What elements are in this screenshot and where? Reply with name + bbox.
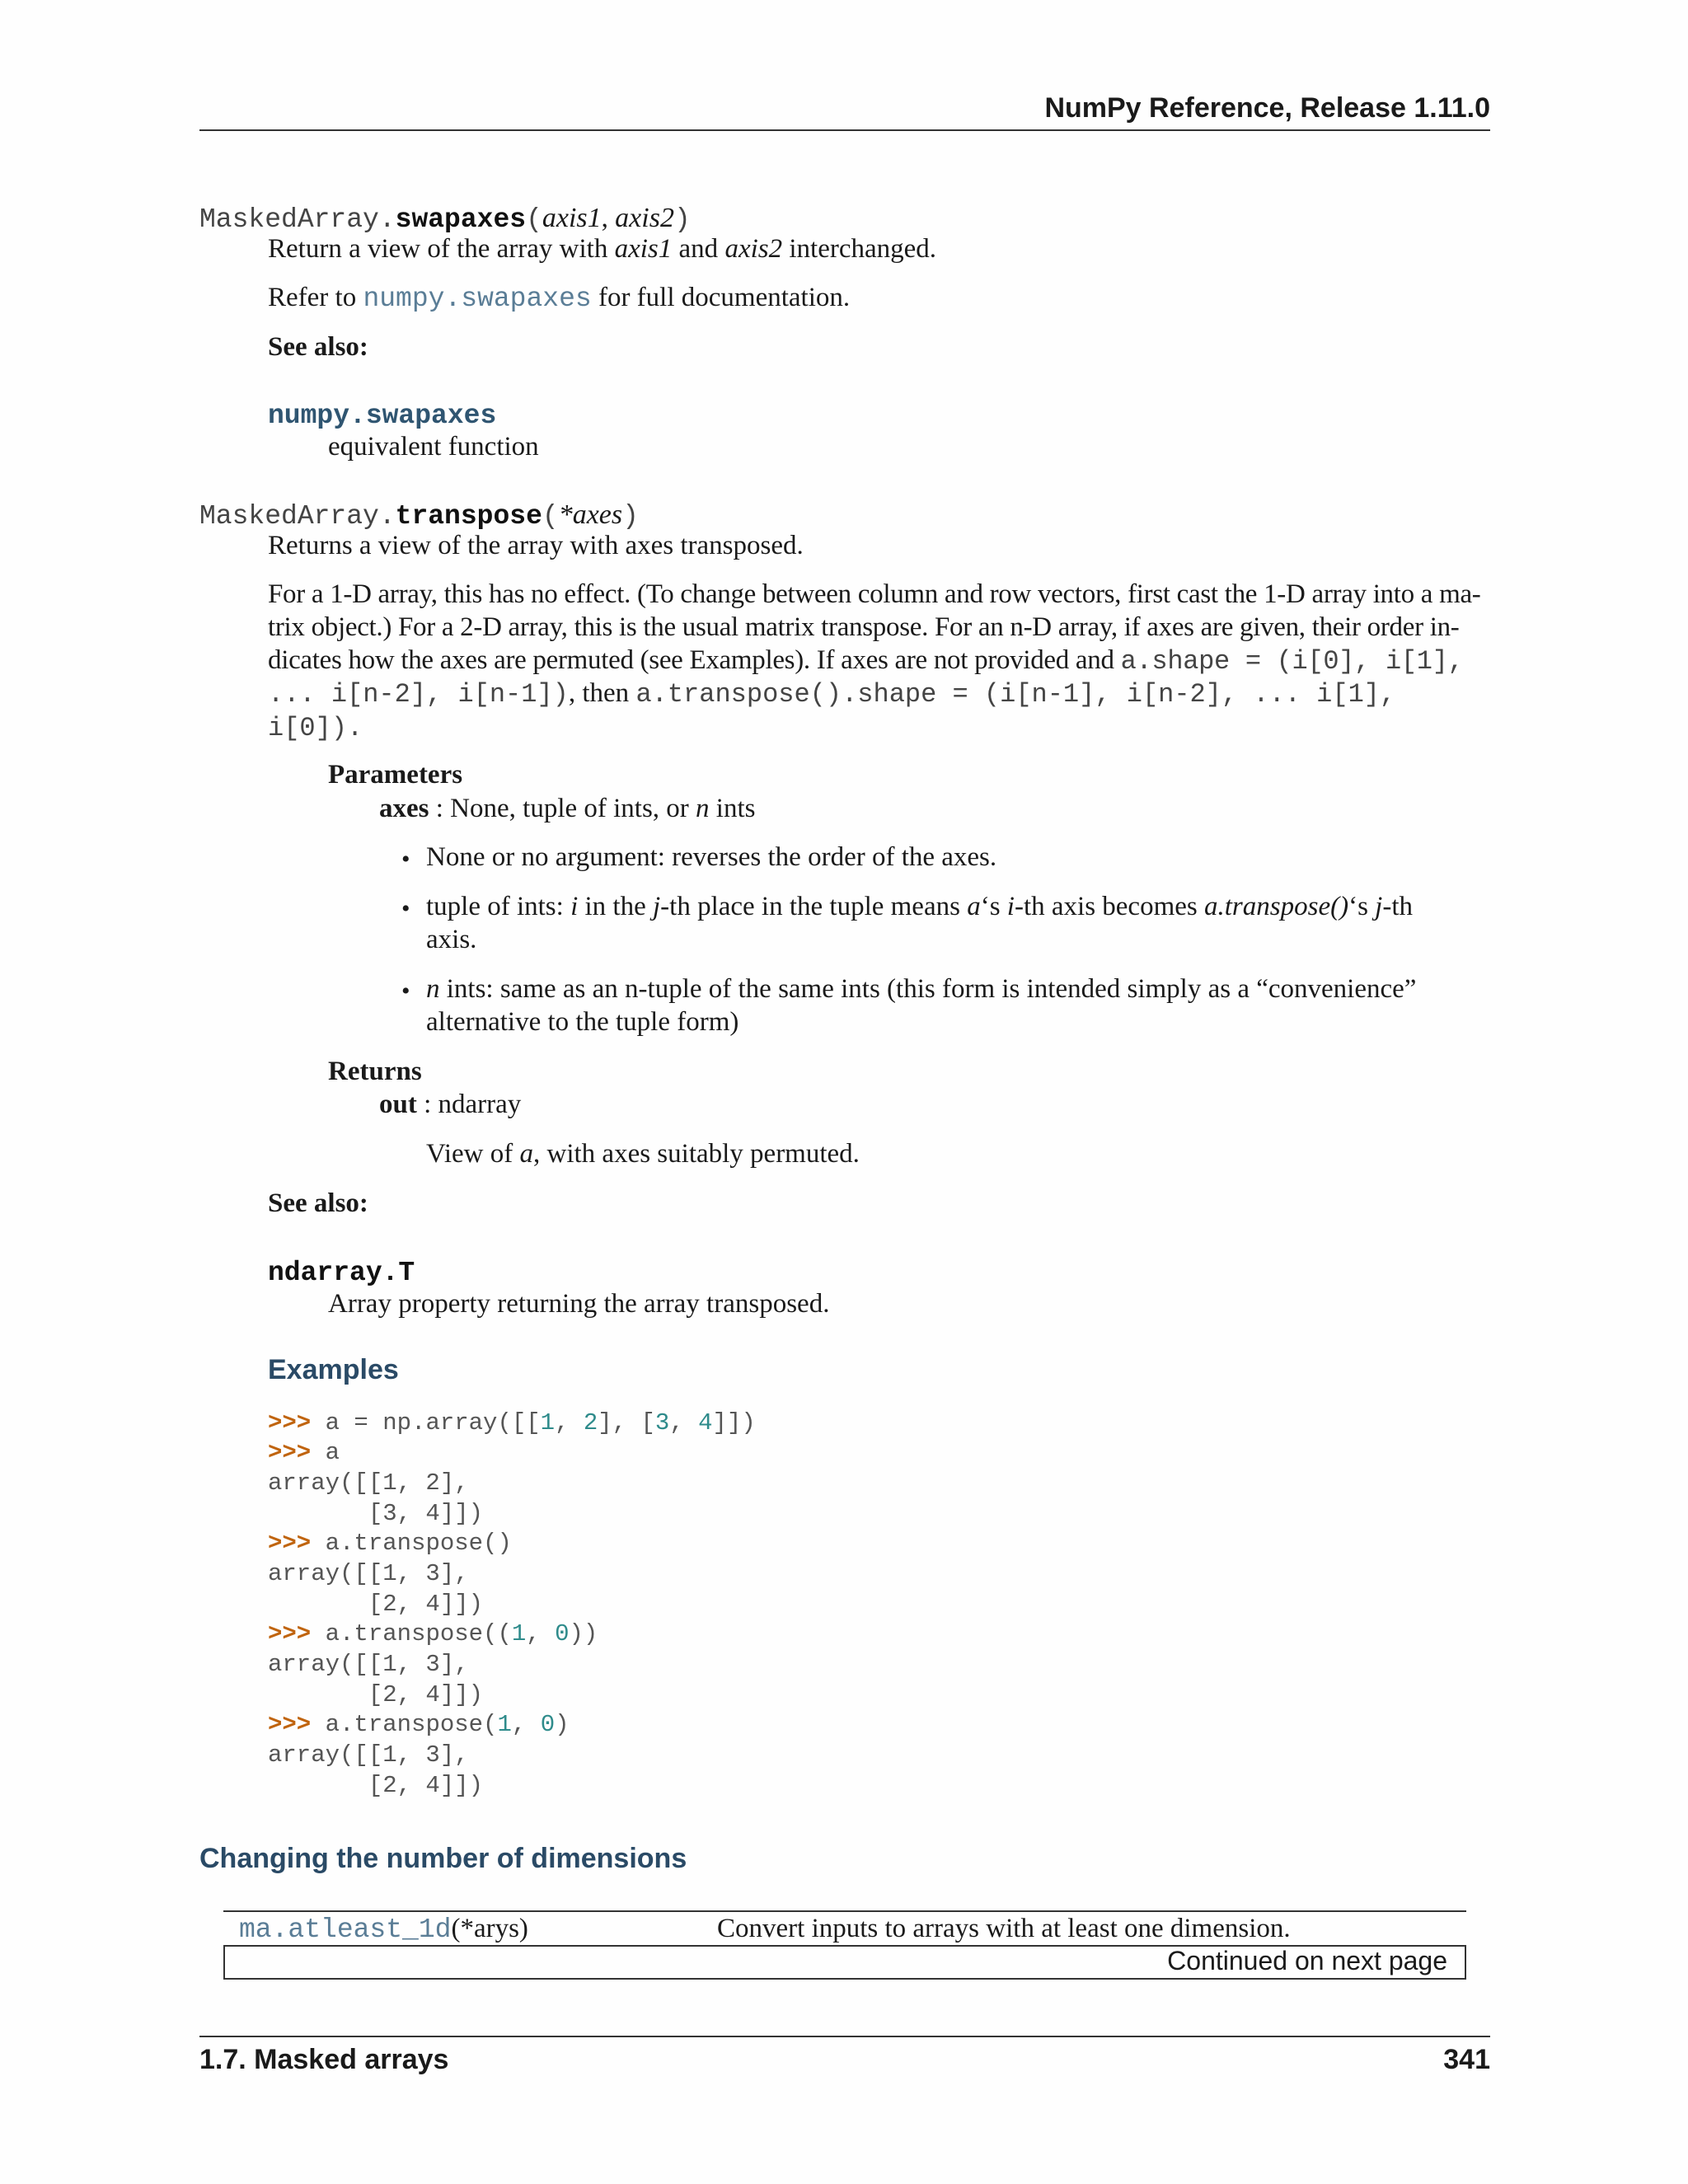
return-desc	[426, 1139, 860, 1169]
swapaxes-refer	[268, 283, 850, 314]
text: ints	[709, 794, 756, 823]
text: -th	[1382, 892, 1414, 921]
sig-paren-close: )	[673, 204, 691, 235]
inline-code: a.shape = (i[0], i[1],	[1120, 646, 1464, 677]
prompt: >>>	[268, 1530, 312, 1557]
text: ints: same as an n-tuple of the same ints (this form is intended simply as a “convenience”	[439, 974, 1417, 1004]
code: a.transpose()	[325, 1530, 512, 1557]
text: , then	[568, 678, 636, 708]
text: ‘s	[1348, 892, 1376, 921]
text: and	[672, 234, 725, 264]
see-also-desc: Array property returning the array transposed.	[328, 1289, 830, 1319]
continued-note: Continued on next page	[1167, 1946, 1447, 1975]
sig-comma: ,	[601, 204, 616, 233]
code-output: array([[1, 2],	[268, 1469, 469, 1497]
text: , with axes suitably permuted.	[533, 1139, 860, 1169]
code: ]])	[712, 1409, 756, 1436]
text-italic: n	[426, 974, 440, 1004]
text: : ndarray	[416, 1090, 522, 1119]
sig-method-name: transpose	[395, 501, 542, 532]
code-output: [3, 4]])	[268, 1500, 484, 1527]
sig-paren-open: (	[542, 501, 559, 532]
prompt: >>>	[268, 1439, 312, 1466]
text: tuple of ints:	[426, 892, 571, 921]
running-header: NumPy Reference, Release 1.11.0	[1044, 92, 1490, 124]
text: View of	[426, 1139, 520, 1169]
code-line	[268, 1620, 598, 1647]
see-also-desc: equivalent function	[328, 432, 539, 462]
see-also-ndarray-t-link[interactable]: ndarray.T	[268, 1258, 415, 1288]
num: 4	[698, 1409, 713, 1436]
see-also-heading: See also:	[268, 1188, 368, 1218]
return-out	[379, 1090, 521, 1120]
header-rule	[199, 129, 1490, 131]
code-output: array([[1, 3],	[268, 1560, 469, 1587]
sig-prefix: MaskedArray.	[199, 501, 396, 532]
swapaxes-description	[268, 234, 936, 265]
code: a.transpose(	[325, 1711, 498, 1738]
code-line	[268, 1711, 570, 1738]
num: 1	[540, 1409, 556, 1436]
text: in the	[578, 892, 653, 921]
num: 2	[583, 1409, 598, 1436]
bullet-icon: •	[401, 977, 410, 1005]
page-number: 341	[1443, 2044, 1490, 2075]
text-italic: a	[519, 1139, 533, 1169]
code-line	[268, 1530, 512, 1557]
para-line	[268, 645, 1464, 677]
code: a	[325, 1439, 340, 1466]
sig-paren-close: )	[622, 501, 639, 532]
bullet-text	[426, 892, 1413, 922]
sig-param-axis2: axis2	[615, 203, 674, 233]
sig-paren-open: (	[526, 204, 542, 235]
code-line	[268, 1439, 340, 1466]
bullet-text	[426, 974, 1416, 1005]
see-also-swapaxes-link[interactable]: numpy.swapaxes	[268, 401, 497, 431]
text: interchanged.	[782, 234, 937, 264]
code: ,	[511, 1711, 541, 1738]
text: : None, tuple of ints, or	[429, 794, 696, 823]
text: dicates how the axes are permuted (see Examples). If axes are not provided and	[268, 645, 1121, 675]
text-italic: i	[1006, 892, 1015, 921]
text-italic: i	[570, 892, 579, 921]
text: -th axis becomes	[1014, 892, 1204, 921]
prompt: >>>	[268, 1711, 312, 1738]
text-italic: j	[1375, 892, 1383, 921]
text-italic: a	[967, 892, 981, 921]
num: 0	[555, 1620, 570, 1647]
text: Refer to	[268, 283, 363, 312]
footer-section: 1.7. Masked arrays	[199, 2044, 449, 2075]
text-italic: axis2	[724, 234, 783, 264]
code-output: [2, 4]])	[268, 1772, 484, 1799]
atleast-1d-link[interactable]: ma.atleast_1d	[239, 1915, 452, 1945]
num: 0	[540, 1711, 556, 1738]
num: 1	[511, 1620, 527, 1647]
code: ], [	[598, 1409, 655, 1436]
code-output: array([[1, 3],	[268, 1651, 469, 1678]
para-line: For a 1-D array, this has no effect. (To change between column and row vectors, first cast the 1-D array into a ma-	[268, 579, 1481, 609]
text-italic: a.transpose()	[1204, 892, 1349, 921]
para-line	[268, 678, 1395, 710]
bullet-text-cont: alternative to the tuple form)	[426, 1007, 739, 1037]
table-row-name	[239, 1914, 528, 1945]
text-italic: n	[696, 794, 710, 823]
sig-param-axis1: axis1	[542, 203, 602, 233]
transpose-description: Returns a view of the array with axes transposed.	[268, 531, 804, 560]
table-top-rule	[223, 1910, 1466, 1912]
code-output: [2, 4]])	[268, 1681, 484, 1708]
code: ,	[669, 1409, 699, 1436]
code-output: [2, 4]])	[268, 1591, 484, 1618]
sig-method-name: swapaxes	[395, 204, 527, 235]
code: a = np.array([[	[325, 1409, 541, 1436]
bullet-text-cont: axis.	[426, 925, 477, 954]
num: 3	[654, 1409, 670, 1436]
code-output: array([[1, 3],	[268, 1741, 469, 1769]
sig-param-axes: *axes	[558, 499, 623, 530]
text: -th place in the tuple means	[660, 892, 968, 921]
code: )	[555, 1711, 570, 1738]
num: 1	[497, 1711, 512, 1738]
code: ,	[526, 1620, 556, 1647]
code: ,	[555, 1409, 584, 1436]
examples-heading: Examples	[268, 1354, 399, 1385]
table-row-desc: Convert inputs to arrays with at least one dimension.	[717, 1914, 1291, 1943]
text: (*arys)	[451, 1914, 528, 1943]
footer-rule	[199, 2036, 1490, 2037]
sig-prefix: MaskedArray.	[199, 204, 396, 235]
text-italic: axis1	[614, 234, 673, 264]
prompt: >>>	[268, 1409, 312, 1436]
bullet-icon: •	[401, 846, 410, 873]
para-line: trix object.) For a 2-D array, this is the usual matrix transpose. For an n-D array, if axes are given, their order in-	[268, 612, 1460, 642]
param-name: axes	[379, 794, 429, 823]
code: ))	[569, 1620, 598, 1647]
parameters-heading: Parameters	[328, 760, 463, 790]
return-name: out	[379, 1090, 417, 1119]
see-also-heading: See also:	[268, 332, 368, 362]
inline-code: ... i[n-2], i[n-1])	[268, 679, 569, 710]
section-heading: Changing the number of dimensions	[199, 1843, 687, 1874]
transpose-signature	[199, 499, 639, 532]
prompt: >>>	[268, 1620, 312, 1647]
returns-heading: Returns	[328, 1057, 422, 1086]
bullet-text: None or no argument: reverses the order of the axes.	[426, 842, 997, 872]
numpy-swapaxes-link[interactable]: numpy.swapaxes	[363, 284, 592, 314]
text: ‘s	[980, 892, 1007, 921]
text: for full documentation.	[591, 283, 851, 312]
text: Return a view of the array with	[268, 234, 615, 264]
bullet-icon: •	[401, 895, 410, 922]
para-line: i[0]).	[268, 713, 363, 743]
code: a.transpose((	[325, 1620, 512, 1647]
text-italic: j	[652, 892, 661, 921]
code-line	[268, 1409, 756, 1436]
inline-code: a.transpose().shape = (i[n-1], i[n-2], ... i[1],	[635, 679, 1396, 710]
param-axes	[379, 794, 755, 824]
swapaxes-signature	[199, 203, 691, 235]
